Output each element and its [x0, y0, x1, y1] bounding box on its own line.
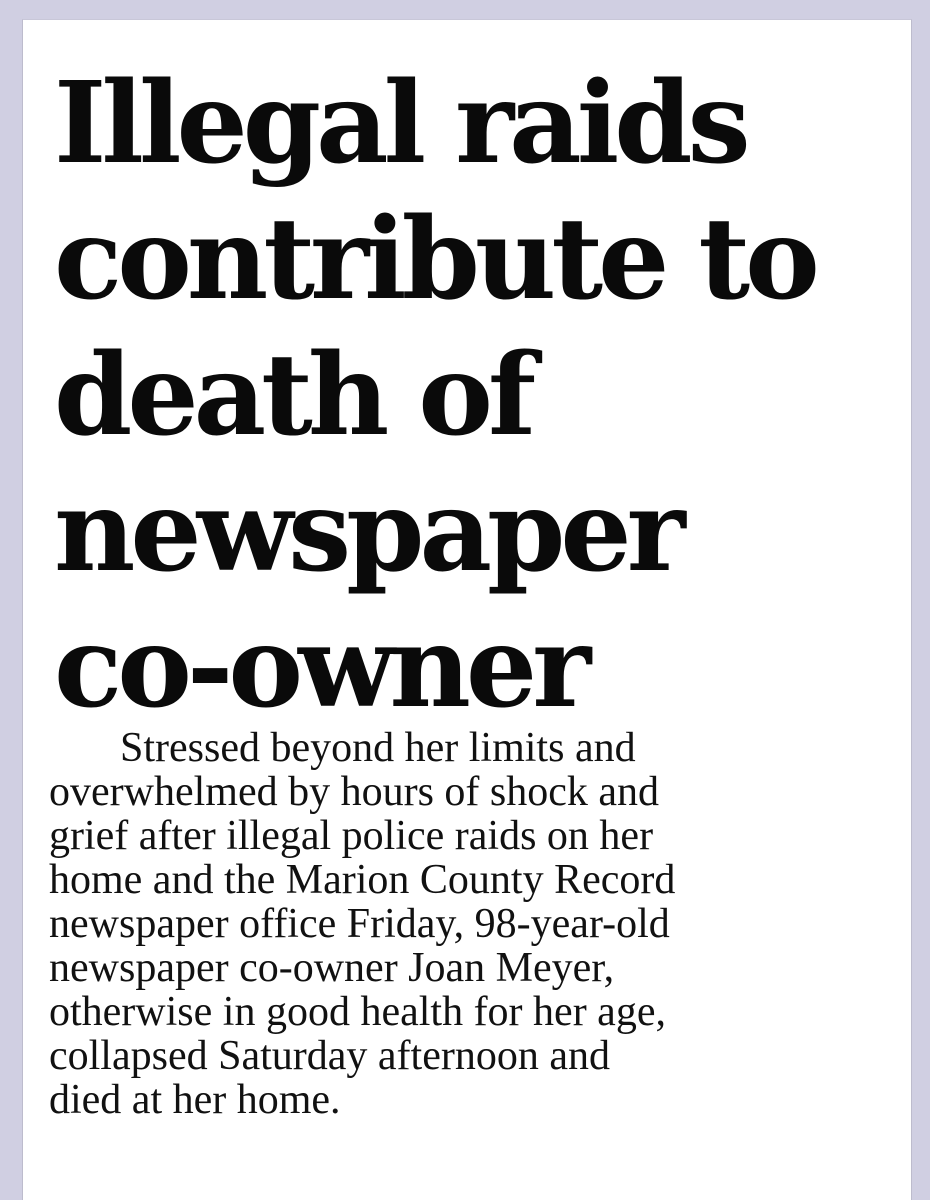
article-body [49, 726, 909, 1122]
body-line: otherwise in good health for her age, [49, 989, 666, 1035]
body-line: grief after illegal police raids on her [49, 813, 654, 859]
headline-line: death of [54, 330, 532, 461]
headline-line: Illegal raids [54, 58, 746, 189]
body-line: overwhelmed by hours of shock and [49, 769, 660, 815]
body-line: collapsed Saturday afternoon and [49, 1033, 610, 1079]
newspaper-clipping [22, 19, 912, 1200]
body-line: newspaper office Friday, 98-year-old [49, 901, 670, 947]
headline-line: co-owner [54, 602, 587, 733]
body-line: home and the Marion County Record [49, 857, 676, 903]
headline-line: contribute to [54, 194, 815, 325]
headline-line: newspaper [54, 466, 681, 597]
body-line: Stressed beyond her limits and [120, 725, 636, 771]
body-line: newspaper co-owner Joan Meyer, [49, 945, 615, 991]
article-headline [54, 56, 904, 736]
body-line: died at her home. [49, 1077, 341, 1123]
